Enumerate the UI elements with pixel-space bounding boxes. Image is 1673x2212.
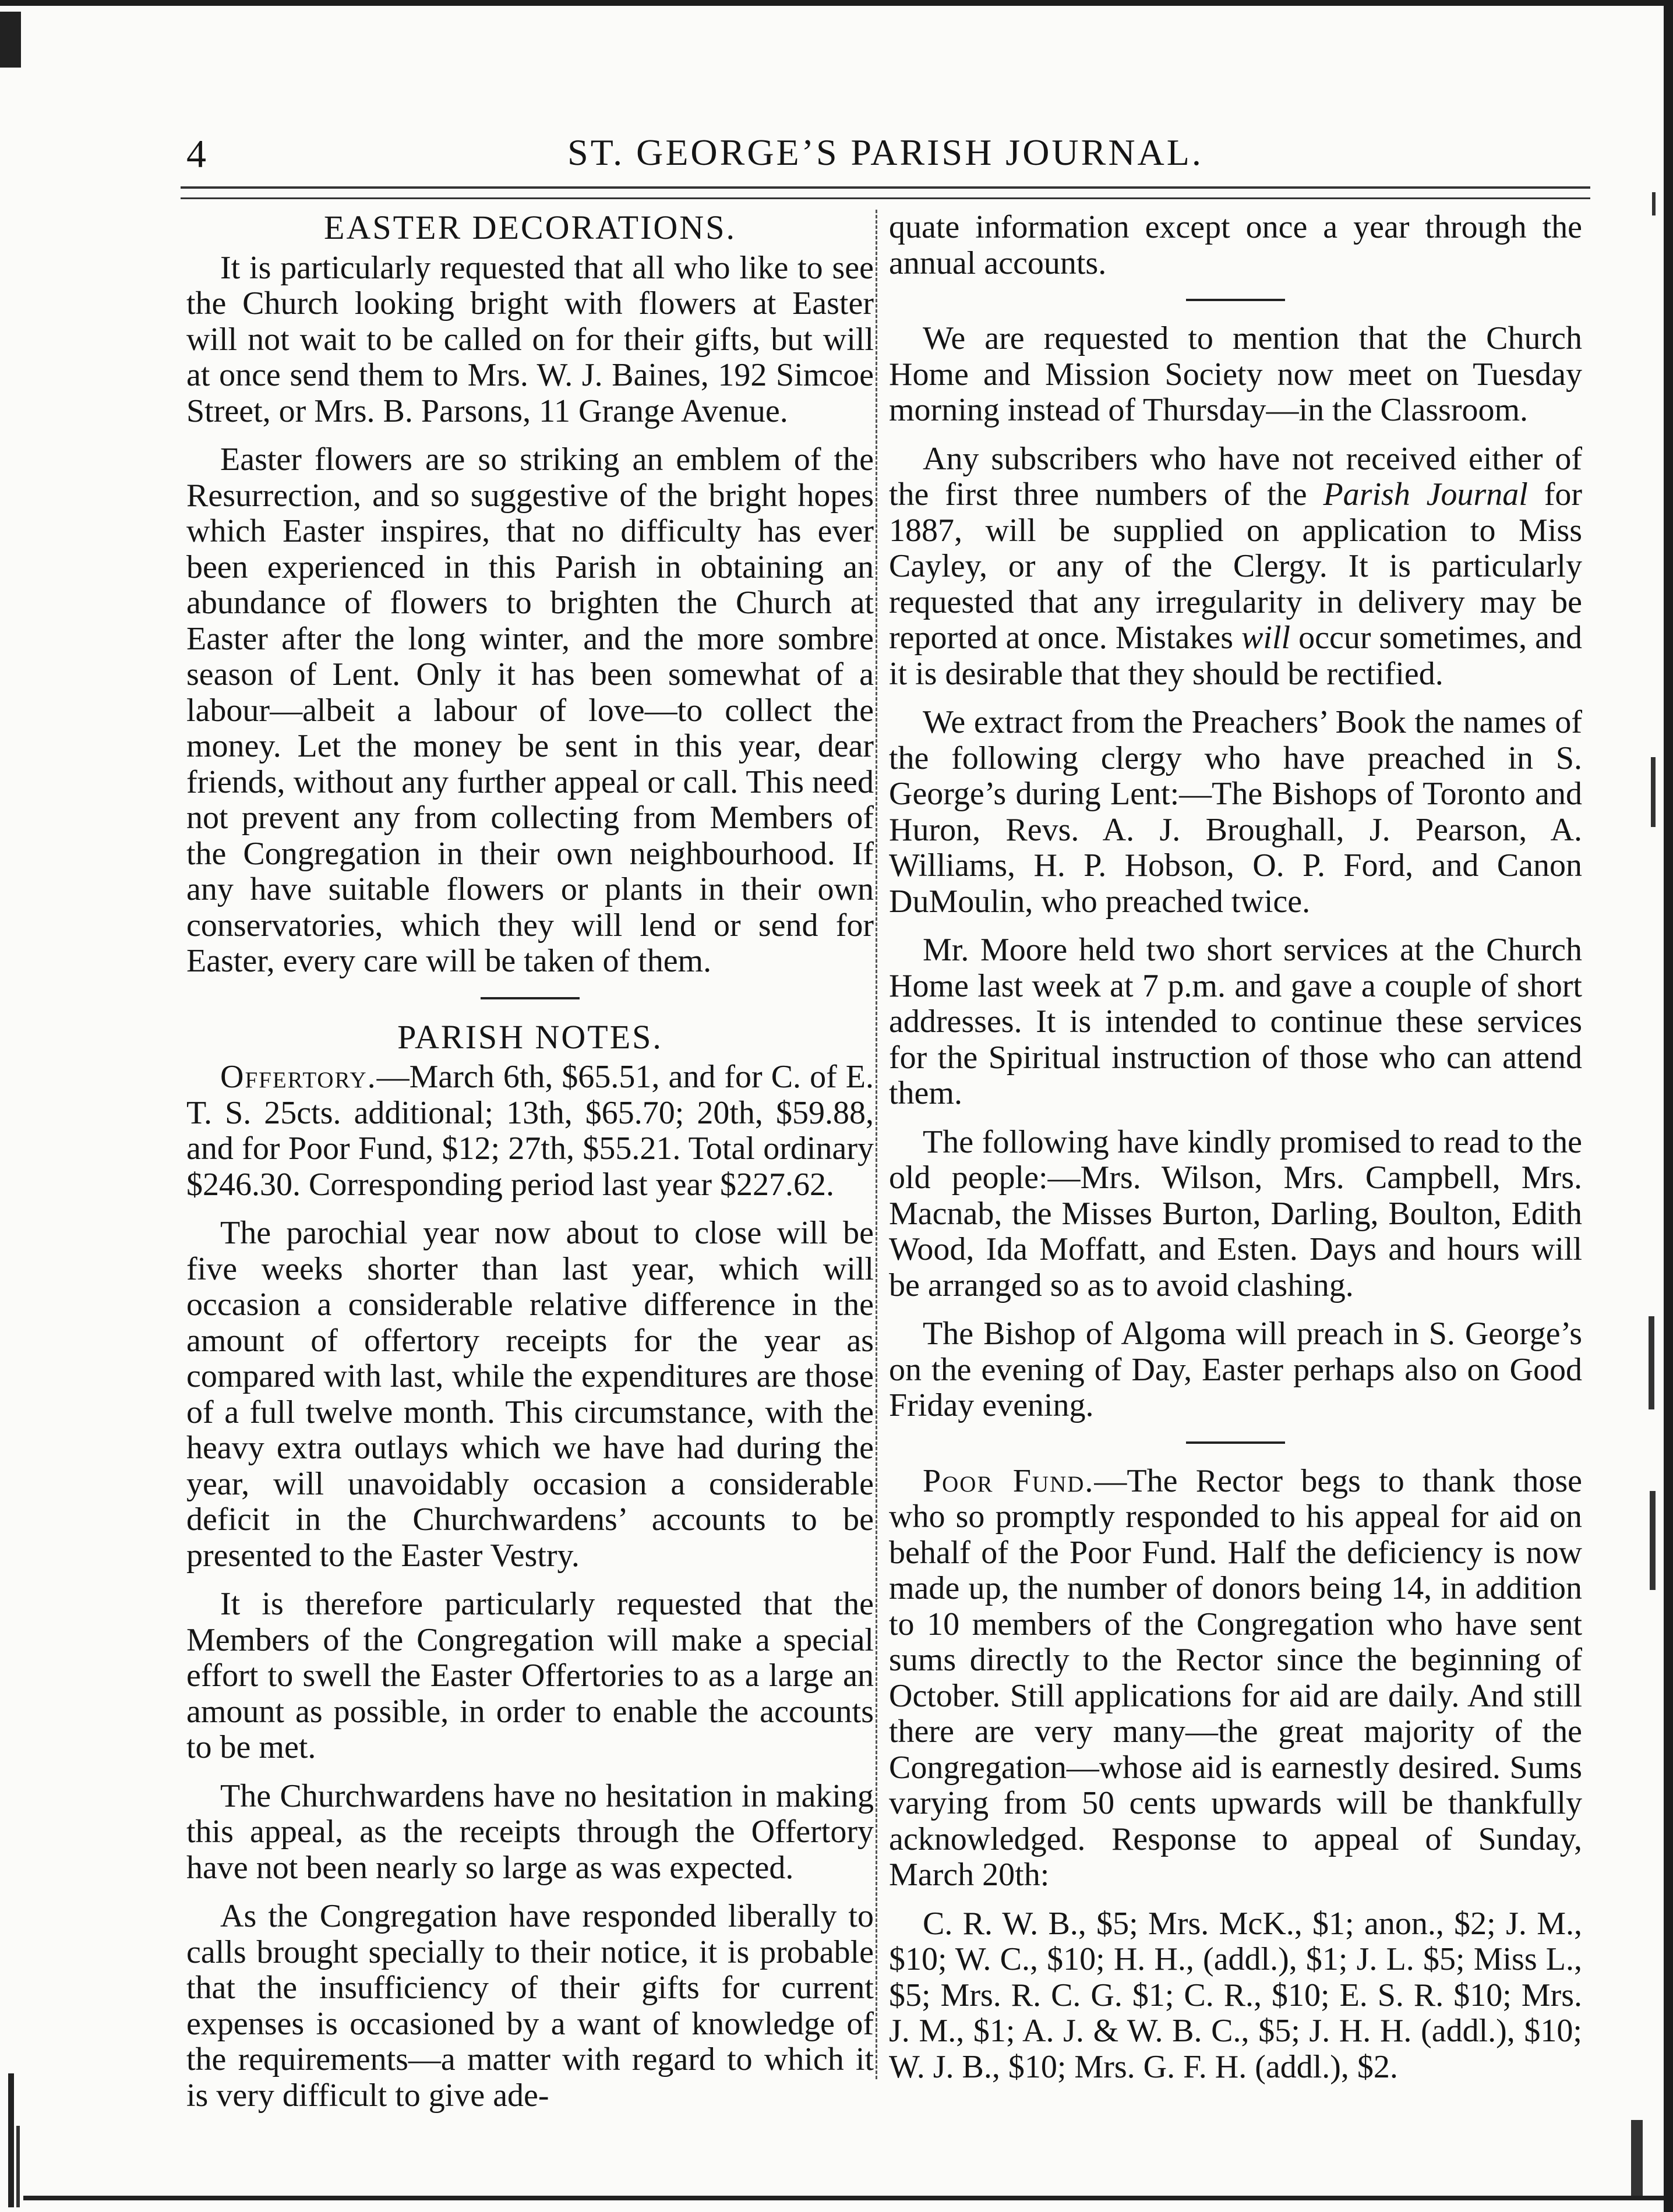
subscribers-paragraph [889, 441, 1582, 692]
column-divider [876, 210, 877, 2079]
scan-corner-mark [0, 12, 21, 68]
header-rule [181, 186, 1590, 199]
poor-fund-label: Poor Fund. [923, 1462, 1095, 1499]
poor-fund-paragraph [889, 1464, 1582, 1893]
offertory-text: —March 6th, $65.51, and for C. of E. T. S. 25cts. additional; 13th, $65.70; 20th, $59.88, and for Poor Fund, $12; 27th, $55.21. Total ordinary $246.30. Corresponding period last year $227.62. [186, 1059, 874, 1203]
churchwardens-paragraph: The Churchwardens have no hesitation in making this appeal, as the receipts through the Offertory have not been nearly so large as was expected. [186, 1778, 874, 1886]
scan-bottom-mark-2 [16, 2126, 20, 2207]
section-separator [1186, 1441, 1285, 1444]
section-separator [1186, 299, 1285, 301]
readers-paragraph: The following have kindly promised to read to the old people:—Mrs. Wilson, Mrs. Campbell, Mrs. Macnab, the Misses Burton, Darling, Boulton, Edith Wood, Ida Moffatt, and Esten. Days and hours will be arranged so as to avoid clashing. [889, 1123, 1582, 1303]
scan-bottom-mark [8, 2073, 14, 2207]
scan-bottom-edge [23, 2196, 1664, 2200]
moore-services-paragraph: Mr. Moore held two short services at the Church Home last week at 7 p.m. and gave a couple of short addresses. It is intended to continue these services for the Spiritual instruction of those who can attend them. [889, 932, 1582, 1111]
scan-speck [1652, 192, 1656, 215]
section-separator [481, 997, 580, 999]
donations-paragraph: C. R. W. B., $5; Mrs. McK., $1; anon., $2; J. M., $10; W. C., $10; H. H., (addl.), $1; J. L. $5; Miss L., $5; Mrs. R. C. G. $1; C. R., $10; E. S. R. $10; Mrs. J. M., $1; A. J. & W. B. C., $5; J. H. H. (addl.), $10; W. J. B., $10; Mrs. G. F. H. (addl.), $2. [889, 1905, 1582, 2085]
subscribers-text-a: Any subscribers who have not received either of the first three numbers of the [889, 440, 1582, 513]
page-header [175, 125, 1596, 183]
mission-society-paragraph: We are requested to mention that the Church Home and Mission Society now meet on Tuesday morning instead of Thursday—in the Classroom. [889, 320, 1582, 428]
parish-notes-heading: PARISH NOTES. [397, 1017, 663, 1056]
scan-speck [1651, 757, 1656, 827]
subscribers-text-b: for 1887, will be supplied on application to Miss Cayley, or any of the Clergy. It is particularly requested that any irregularity in delivery may be reported at once. Mistakes [889, 476, 1583, 656]
running-title: ST. GEORGE’S PARISH JOURNAL. [567, 132, 1203, 173]
parochial-year-paragraph: The parochial year now about to close will be five weeks shorter than last year, which will occasion a considerable relative difference in the amount of offertory receipts for the year as compared with last, while the expenditures are those of a full twelve month. This circumstance, with the heavy extra outlays which we have had during the year, will unavoidably occasion a considerable deficit in the Churchwardens’ accounts to be presented to the Easter Vestry. [186, 1215, 874, 1574]
poor-fund-text: —The Rector begs to thank those who so promptly responded to his appeal for aid on behalf of the Poor Fund. Half the deficiency is now made up, the number of donors being 14, in addition to 10 members of the Congregation who have sent sums directly to the Rector since the beginning of October. Still applications for aid are daily. And still there are very many—the great majority of the Congregation—whose aid is earnestly desired. Sums varying from 50 cents upwards will be thankfully acknowledged. Response to appeal of Sunday, March 20th: [889, 1462, 1583, 1893]
continued-paragraph: quate information except once a year through the annual accounts. [889, 209, 1582, 281]
scan-right-edge [1664, 0, 1673, 2212]
easter-paragraph-2: Easter flowers are so striking an emblem of the Resurrection, and so suggestive of the bright hopes which Easter inspires, that no difficulty has ever been experienced in this Parish in obtaining an abundance of flowers to brighten the Church at Easter after the long winter, and the more sombre season of Lent. Only it has been somewhat of a labour—albeit a labour of love—to collect the money. Let the money be sent in this year, dear friends, without any further appeal or call. This need not prevent any from collecting from Members of the Congregation in their own neighbourhood. If any have suitable flowers or plants in their own conservatories, which they will lend or send for Easter, every care will be taken of them. [186, 441, 874, 979]
scan-speck [1649, 1316, 1654, 1409]
bishop-algoma-paragraph: The Bishop of Algoma will preach in S. George’s on the evening of Day, Easter perhaps also on Good Friday evening. [889, 1316, 1582, 1423]
parish-journal-title: Parish Journal [1323, 476, 1528, 513]
special-effort-paragraph: It is therefore particularly requested that the Members of the Congregation will make a special effort to swell the Easter Offertories to as a large an amount as possible, in order to enable the accounts to be met. [186, 1586, 874, 1765]
offertory-label: Offertory. [220, 1059, 377, 1095]
offertory-paragraph [186, 1059, 874, 1203]
left-column [186, 210, 874, 2126]
scan-left-edge [0, 0, 23, 2212]
easter-decorations-heading: EASTER DECORATIONS. [324, 209, 736, 246]
preachers-paragraph: We extract from the Preachers’ Book the names of the following clergy who have preached in S. George’s during Lent:—The Bishops of Toronto and Huron, Revs. A. J. Broughall, J. Pearson, A. Williams, H. P. Hobson, O. P. Ford, and Canon DuMoulin, who preached twice. [889, 704, 1582, 920]
congregation-paragraph: As the Congregation have responded liberally to calls brought specially to their notice, it is probable that the insufficiency of their gifts for current expenses is occasioned by a want of knowledge of the requirements—a matter with regard to which it is very difficult to give ade- [186, 1898, 874, 2114]
scan-top-edge [0, 0, 1673, 6]
will-emphasis: will [1241, 620, 1291, 656]
subscribers-text-c: occur sometimes, and it is desirable that they should be rectified. [889, 620, 1582, 692]
page-number: 4 [186, 132, 206, 176]
scan-speck [1631, 2120, 1643, 2196]
right-column [889, 210, 1582, 2098]
scan-speck [1650, 1491, 1656, 1590]
easter-paragraph-1: It is particularly requested that all who like to see the Church looking bright with flowers at Easter will not wait to be called on for their gifts, but will at once send them to Mrs. W. J. Baines, 192 Simcoe Street, or Mrs. B. Parsons, 11 Grange Avenue. [186, 249, 874, 429]
